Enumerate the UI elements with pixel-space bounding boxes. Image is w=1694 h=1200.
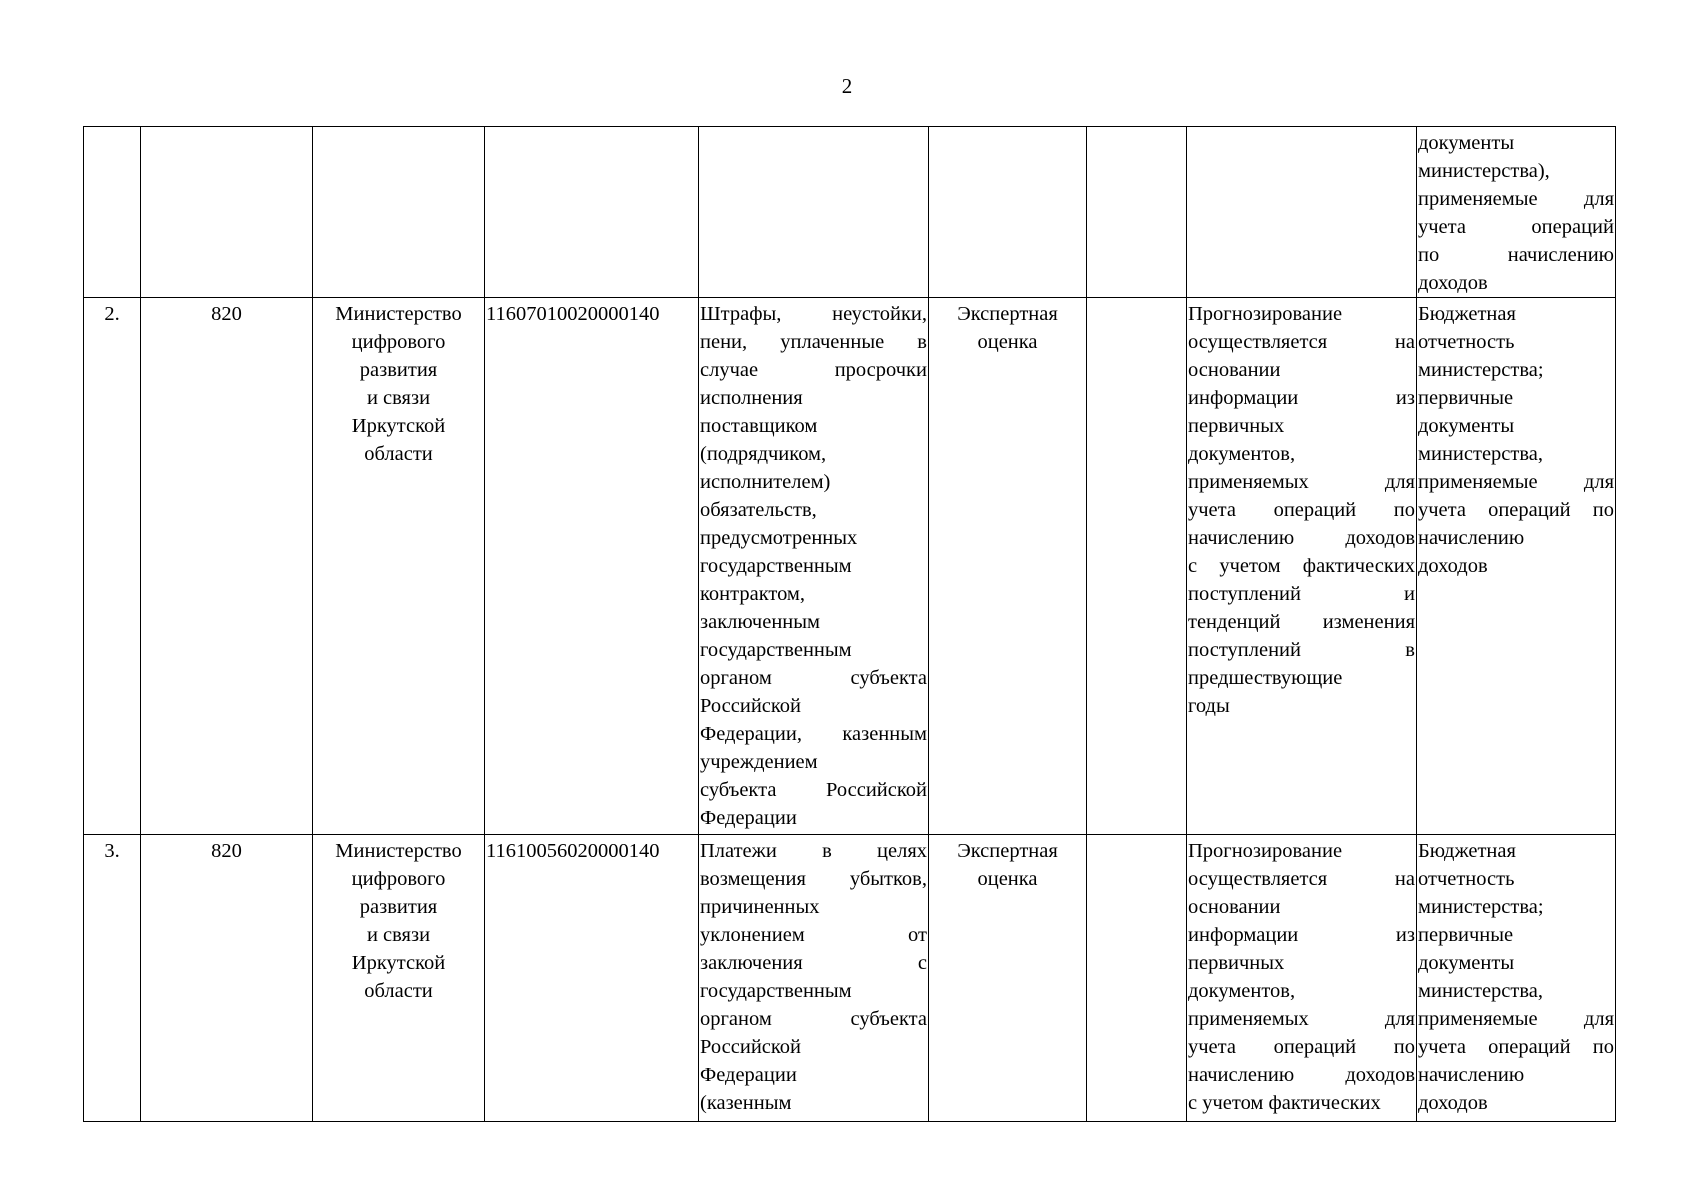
revenue-forecast-table: [83, 126, 1616, 1122]
text-line: министерства;: [1418, 359, 1544, 381]
text-line: учета операций по: [1188, 1036, 1415, 1058]
text-line: государственным: [700, 980, 852, 1002]
text-line: учета операций по: [1418, 1036, 1614, 1058]
cell-docs: [1417, 127, 1616, 298]
text-line: Российской: [700, 1036, 802, 1058]
text-line: документов,: [1188, 980, 1296, 1002]
text-line: Прогнозирование: [1188, 840, 1343, 862]
cell-method: [1187, 835, 1417, 1122]
text-line: и связи: [366, 924, 431, 946]
text-line: и связи: [366, 387, 431, 409]
text-line: заключенным: [700, 611, 821, 633]
text-line: развития: [359, 896, 438, 918]
cell-empty: [1087, 835, 1187, 1122]
cell-method: [1187, 298, 1417, 835]
text-line: Платежи в целях: [700, 840, 927, 862]
text-line: учета операций: [1418, 216, 1614, 238]
cell-name: [699, 835, 929, 1122]
text-line: Федерации: [700, 1064, 797, 1086]
text-line: цифрового: [351, 331, 446, 353]
text-line: возмещения убытков,: [700, 868, 927, 890]
text-line: Бюджетная: [1418, 840, 1516, 862]
text-line: причиненных: [700, 896, 820, 918]
cell-code: 820: [141, 835, 313, 1122]
text-line: по начислению: [1418, 244, 1614, 266]
text-line: органом субъекта: [700, 1008, 927, 1030]
text-line: Российской: [700, 695, 802, 717]
text-line: поставщиком: [700, 415, 818, 437]
cell-docs: [1417, 298, 1616, 835]
text-line: заключения с: [700, 952, 927, 974]
text-line: начислению доходов: [1188, 1064, 1415, 1086]
text-line: оценка: [977, 868, 1038, 890]
text-line: поступлений и: [1188, 583, 1415, 605]
cell-kbk: 11607010020000140: [485, 298, 699, 835]
text-line: первичных: [1188, 415, 1285, 437]
text-line: государственным: [700, 639, 852, 661]
text-line: доходов: [1418, 272, 1488, 294]
text-line: министерства;: [1418, 896, 1544, 918]
text-line: осуществляется на: [1188, 868, 1415, 890]
cell-num: 3.: [84, 835, 141, 1122]
text-line: первичные: [1418, 924, 1514, 946]
text-line: Иркутской: [351, 415, 446, 437]
cell-num: [84, 127, 141, 298]
text-line: цифрового: [351, 868, 446, 890]
text-line: документы: [1418, 132, 1515, 154]
text-line: пени, уплаченные в: [700, 331, 927, 353]
text-line: органом субъекта: [700, 667, 927, 689]
text-line: начислению: [1418, 527, 1525, 549]
cell-kbk: 11610056020000140: [485, 835, 699, 1122]
text-line: отчетность: [1418, 868, 1515, 890]
text-line: Прогнозирование: [1188, 303, 1343, 325]
text-line: осуществляется на: [1188, 331, 1415, 353]
text-line: предусмотренных: [700, 527, 858, 549]
text-line: (казенным: [700, 1092, 792, 1114]
page-number: 2: [841, 74, 853, 98]
text-line: тенденций изменения: [1188, 611, 1415, 633]
text-line: доходов: [1418, 555, 1488, 577]
text-line: случае просрочки: [700, 359, 927, 381]
table-row: [84, 835, 1616, 1122]
cell-docs: [1417, 835, 1616, 1122]
text-line: Экспертная: [957, 303, 1058, 325]
cell-empty: [1087, 298, 1187, 835]
text-line: исполнения: [700, 387, 803, 409]
text-line: области: [364, 980, 433, 1002]
table-row-continuation: [84, 127, 1616, 298]
text-line: развития: [359, 359, 438, 381]
text-line: (подрядчиком,: [700, 443, 827, 465]
text-line: исполнителем): [700, 471, 831, 493]
cell-code: [141, 127, 313, 298]
text-line: оценка: [977, 331, 1038, 353]
text-line: Штрафы, неустойки,: [700, 303, 927, 325]
text-line: Министерство: [335, 303, 462, 325]
text-line: применяемых для: [1188, 1008, 1415, 1030]
cell-num: 2.: [84, 298, 141, 835]
table-row: [84, 298, 1616, 835]
text-line: Министерство: [335, 840, 462, 862]
text-line: Иркутской: [351, 952, 446, 974]
text-line: начислению: [1418, 1064, 1525, 1086]
text-line: учета операций по: [1188, 499, 1415, 521]
text-line: основании: [1188, 896, 1281, 918]
cell-evaluation: [929, 127, 1087, 298]
text-line: учета операций по: [1418, 499, 1614, 521]
cell-empty: [1087, 127, 1187, 298]
text-line: начислению доходов: [1188, 527, 1415, 549]
text-line: отчетность: [1418, 331, 1515, 353]
cell-evaluation: [929, 298, 1087, 835]
text-line: области: [364, 443, 433, 465]
text-line: Бюджетная: [1418, 303, 1516, 325]
text-line: Федерации, казенным: [700, 723, 927, 745]
text-line: субъекта Российской: [700, 779, 927, 801]
text-line: документы: [1418, 952, 1515, 974]
text-line: документов,: [1188, 443, 1296, 465]
cell-code: 820: [141, 298, 313, 835]
text-line: применяемых для: [1188, 471, 1415, 493]
text-line: применяемые для: [1418, 1008, 1614, 1030]
text-line: предшествующие: [1188, 667, 1343, 689]
text-line: Экспертная: [957, 840, 1058, 862]
text-line: применяемые для: [1418, 471, 1614, 493]
text-line: доходов: [1418, 1092, 1488, 1114]
text-line: годы: [1188, 695, 1230, 717]
cell-method: [1187, 127, 1417, 298]
text-line: с учетом фактических: [1188, 1092, 1381, 1114]
text-line: учреждением: [700, 751, 818, 773]
cell-org: [313, 298, 485, 835]
cell-evaluation: [929, 835, 1087, 1122]
text-line: обязательств,: [700, 499, 817, 521]
text-line: первичные: [1418, 387, 1514, 409]
text-line: информации из: [1188, 387, 1415, 409]
text-line: министерства,: [1418, 443, 1543, 465]
text-line: информации из: [1188, 924, 1415, 946]
text-line: документы: [1418, 415, 1515, 437]
text-line: государственным: [700, 555, 852, 577]
text-line: уклонением от: [700, 924, 927, 946]
text-line: Федерации: [700, 807, 797, 829]
cell-kbk: [485, 127, 699, 298]
cell-name: [699, 298, 929, 835]
text-line: министерства,: [1418, 980, 1543, 1002]
text-line: поступлений в: [1188, 639, 1415, 661]
text-line: основании: [1188, 359, 1281, 381]
text-line: первичных: [1188, 952, 1285, 974]
text-line: контрактом,: [700, 583, 806, 605]
text-line: министерства),: [1418, 160, 1550, 182]
text-line: с учетом фактических: [1188, 555, 1415, 577]
text-line: применяемые для: [1418, 188, 1614, 210]
cell-name: [699, 127, 929, 298]
cell-org: [313, 127, 485, 298]
cell-org: [313, 835, 485, 1122]
